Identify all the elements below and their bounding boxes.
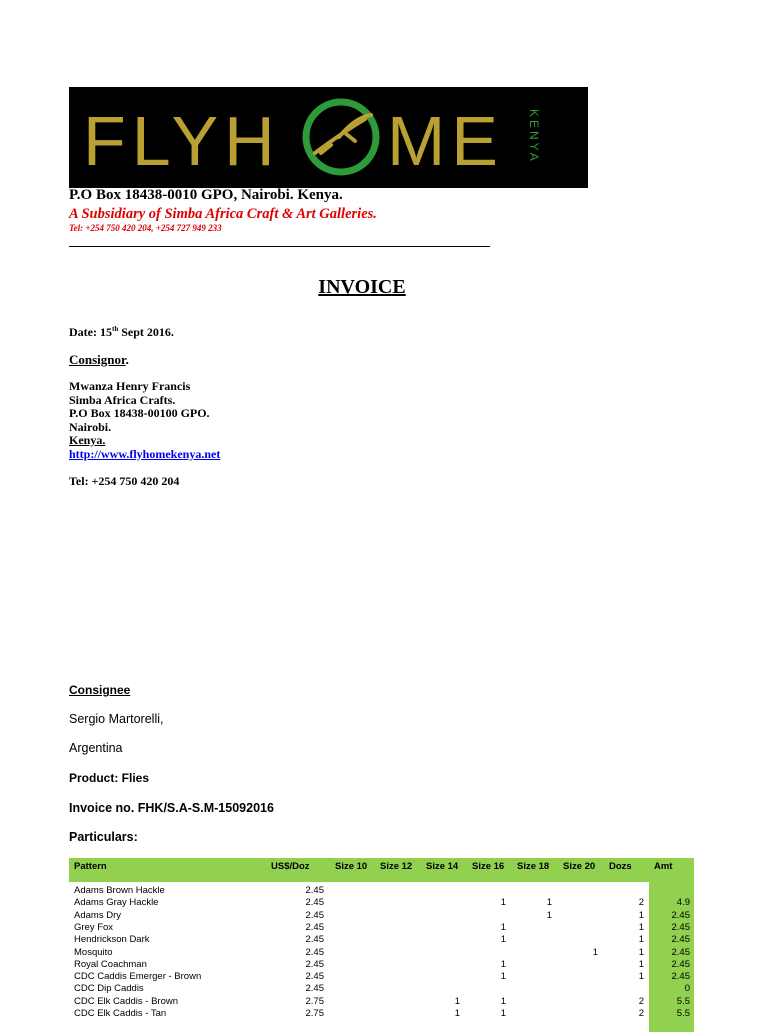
consignor-label: Consignor [69,352,126,367]
cell-price: 2.45 [305,934,324,946]
header-size16: Size 16 [472,861,505,872]
cell-price: 2.45 [305,921,324,933]
table-row [69,959,694,971]
date-suffix-ordinal: th [111,325,119,333]
cell-size18: 1 [546,897,552,909]
consignee-heading: Consignee [69,683,131,697]
cell-size16: 1 [500,1008,506,1019]
cell-pattern: Adams Gray Hackle [74,897,159,909]
header-size14: Size 14 [426,861,459,872]
cell-amt: 2.45 [671,946,690,958]
cell-pattern: Grey Fox [74,921,114,933]
cell-dozs: 1 [638,934,644,946]
cell-size16: 1 [500,921,506,933]
cell-size14: 1 [454,1008,460,1019]
header-size18: Size 18 [517,861,550,872]
consignor-country: Kenya. [69,433,106,447]
header-size12: Size 12 [380,861,413,872]
cell-dozs: 1 [638,921,644,933]
cell-pattern: CDC Caddis Emerger - Brown [74,971,202,983]
cell-amt: 2.45 [671,958,690,970]
table-row [69,971,694,983]
cell-amt: 2.45 [671,934,690,946]
cell-size16: 1 [500,958,506,970]
consignor-company: Simba Africa Crafts. [69,392,176,407]
table-header [69,858,694,882]
table-row [69,996,694,1008]
cell-price: 2.75 [305,995,324,1007]
cell-price: 2.45 [305,897,324,909]
header-divider [69,246,490,247]
header-size10: Size 10 [335,861,368,872]
fly-icon [315,115,371,153]
header-amt: Amt [654,861,673,872]
cell-pattern: Adams Brown Hackle [74,885,165,896]
cell-dozs: 1 [638,971,644,983]
cell-price: 2.45 [305,958,324,970]
table-row [69,1008,694,1020]
logo-text-side: KENYA [527,109,541,164]
invoice-date [69,325,174,340]
consignor-city: Nairobi. [69,419,112,434]
consignor-heading: Consignor. [69,352,129,367]
consignor-phone: Tel: +254 750 420 204 [69,474,180,488]
cell-pattern: Adams Dry [74,909,121,921]
cell-price: 2.45 [305,983,324,995]
header-size20: Size 20 [563,861,596,872]
company-logo [69,87,588,188]
table-row [69,910,694,922]
cell-amt: 5.5 [676,995,690,1007]
cell-size18: 1 [546,909,552,921]
cell-dozs: 2 [638,1008,644,1019]
particulars-heading: Particulars: [69,830,138,844]
cell-pattern: CDC Elk Caddis - Brown [74,995,178,1007]
table-row [69,934,694,946]
table-row [69,947,694,959]
website-link[interactable]: http://www.flyhomekenya.net [69,446,221,461]
cell-pattern: CDC Dip Caddis [74,983,144,995]
table-row [69,885,694,897]
consignor-box: P.O Box 18438-00100 GPO. [69,406,210,420]
cell-size20: 1 [592,946,598,958]
cell-size16: 1 [500,934,506,946]
cell-size16: 1 [500,897,506,909]
invoice-number: Invoice no. FHK/S.A-S.M-15092016 [69,801,274,815]
cell-price: 2.45 [305,909,324,921]
logo-text-right: ME [387,102,504,180]
cell-price: 2.45 [305,946,324,958]
cell-dozs: 1 [638,958,644,970]
cell-amt: 2.45 [671,971,690,983]
cell-price: 2.45 [305,885,324,896]
cell-pattern: CDC Elk Caddis - Tan [74,1008,167,1019]
cell-amt: 5.5 [676,1008,690,1019]
subsidiary-line: A Subsidiary of Simba Africa Craft & Art Galleries. [69,206,377,222]
consignor-details [69,380,220,461]
table-row [69,922,694,934]
product-line: Product: Flies [69,771,150,785]
header-phone: Tel: +254 750 420 204, +254 727 949 233 [69,223,222,233]
cell-dozs: 2 [638,995,644,1007]
table-row [69,983,694,995]
date-rest: Sept 2016. [118,325,174,339]
header-pattern: Pattern [74,861,107,872]
logo-text-left: FLYH [83,102,281,180]
header-dozs: Dozs [609,861,632,872]
cell-price: 2.75 [305,1008,324,1019]
cell-price: 2.45 [305,971,324,983]
consignor-name: Mwanza Henry Francis [69,379,191,393]
cell-pattern: Royal Coachman [74,958,147,970]
company-address: P.O Box 18438-0010 GPO, Nairobi. Kenya. [69,187,343,203]
cell-dozs: 1 [638,909,644,921]
cell-size16: 1 [500,995,506,1007]
cell-pattern: Hendrickson Dark [74,934,150,946]
cell-size14: 1 [454,995,460,1007]
cell-pattern: Mosquito [74,946,113,958]
header-price: US$/Doz [271,861,310,872]
cell-amt: 2.45 [671,909,690,921]
cell-dozs: 1 [638,946,644,958]
cell-dozs: 2 [638,897,644,909]
invoice-title: INVOICE [318,276,406,298]
consignee-country: Argentina [69,741,123,755]
cell-amt: 4.9 [676,897,690,909]
date-prefix: Date: 15 [69,325,112,339]
cell-amt: 2.45 [671,921,690,933]
cell-amt: 0 [684,983,690,995]
cell-size16: 1 [500,971,506,983]
table-row [69,897,694,909]
consignee-name: Sergio Martorelli, [69,712,164,726]
